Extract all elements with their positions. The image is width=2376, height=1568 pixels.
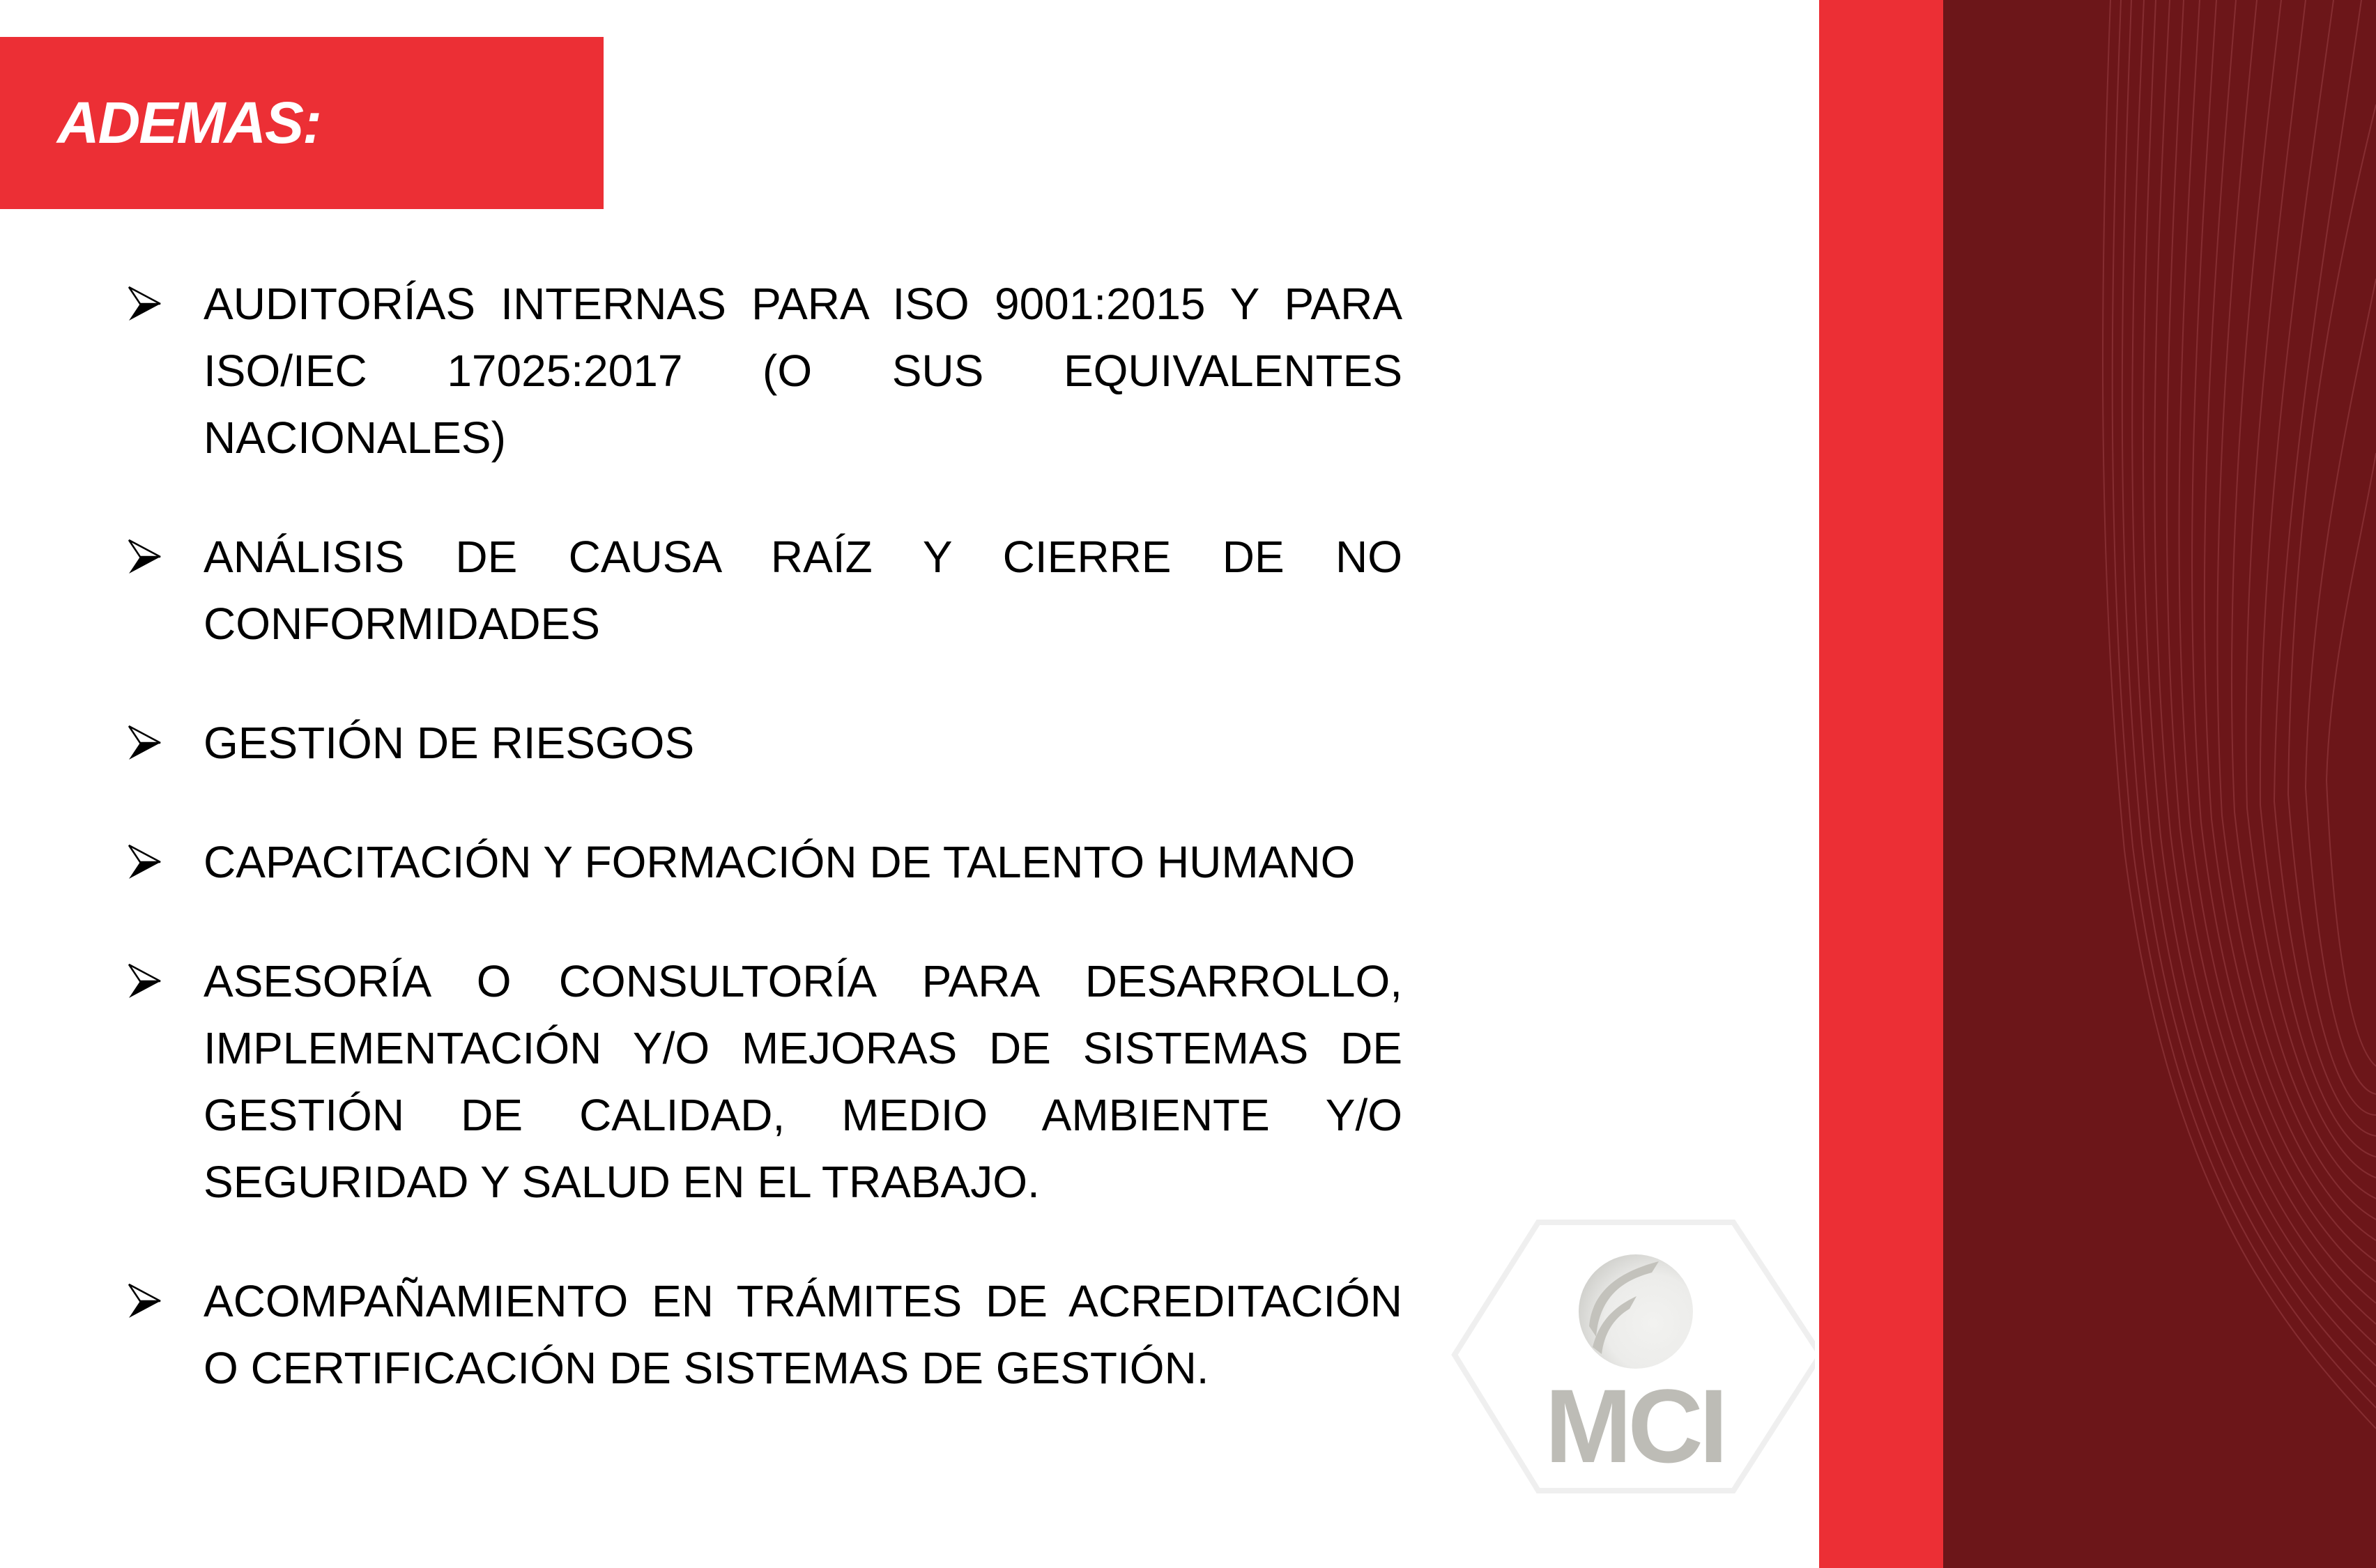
arrow-bullet-icon — [128, 539, 162, 575]
header-bar — [0, 37, 604, 209]
list-item — [125, 829, 1402, 896]
list-item — [125, 948, 1402, 1215]
list-item-text: ASESORÍA O CONSULTORÍA PARA DESARROLLO, IMPLEMENTACIÓN Y/O MEJORAS DE SISTEMAS DE GESTIÓN DE CALIDAD, MEDIO AMBIENTE Y/O SEGURIDAD Y SALUD EN EL TRABAJO. — [204, 956, 1402, 1207]
list-item-text: ANÁLISIS DE CAUSA RAÍZ Y CIERRE DE NO CONFORMIDADES — [204, 532, 1402, 649]
arrow-bullet-icon — [128, 1283, 162, 1319]
logo-text: MCI — [1545, 1367, 1724, 1484]
list-item-text: AUDITORÍAS INTERNAS PARA ISO 9001:2015 Y PARA ISO/IEC 17025:2017 (O SUS EQUIVALENTES NACIONALES) — [204, 279, 1402, 463]
accent-stripe — [1819, 0, 1943, 1568]
page-title: ADEMAS: — [57, 90, 321, 155]
curved-lines-decoration — [1943, 0, 2376, 1568]
list-item — [125, 523, 1402, 657]
globe-arrows-icon — [1579, 1254, 1693, 1369]
list-item-text: ACOMPAÑAMIENTO EN TRÁMITES DE ACREDITACIÓN O CERTIFICACIÓN DE SISTEMAS DE GESTIÓN. — [204, 1276, 1402, 1393]
arrow-bullet-icon — [128, 286, 162, 322]
mci-logo — [1450, 1197, 1815, 1498]
list-item — [125, 709, 1402, 776]
list-item-text: CAPACITACIÓN Y FORMACIÓN DE TALENTO HUMANO — [204, 837, 1356, 887]
list-item — [125, 270, 1402, 471]
decorative-panel — [1943, 0, 2376, 1568]
list-item-text: GESTIÓN DE RIESGOS — [204, 718, 695, 768]
arrow-bullet-icon — [128, 963, 162, 999]
arrow-bullet-icon — [128, 725, 162, 761]
list-item — [125, 1268, 1402, 1401]
services-list — [125, 270, 1402, 1454]
arrow-bullet-icon — [128, 844, 162, 880]
